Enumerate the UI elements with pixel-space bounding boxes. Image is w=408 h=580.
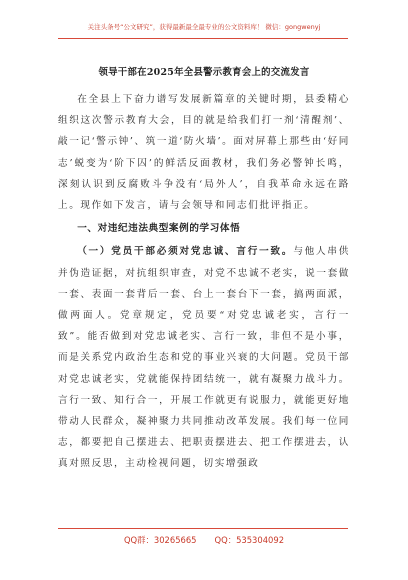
footer-contact xyxy=(0,534,408,546)
footer-divider xyxy=(58,528,348,529)
footer-qq-group: QQ群：30265665 xyxy=(123,535,197,545)
footer-qq-number: QQ：535304092 xyxy=(214,535,285,545)
subsection-heading-1: （一）党员干部必须对党忠诚、言行一致。 xyxy=(77,246,294,258)
document-title: 领导干部在2025年全县警示教育会上的交流发言 xyxy=(98,67,310,78)
header-banner: 关注头条号“公文研究”，获得最新最全最专业的公文资料库！ 微信：gongwenyj xyxy=(87,23,321,31)
subsection-paragraph-1 xyxy=(58,241,350,474)
section-heading-1: 一、对违纪违法典型案例的学习体悟 xyxy=(77,223,241,235)
intro-paragraph: 在全县上下奋力谱写发展新篇章的关键时期，县委精心组织这次警示教育大会，目的就是给我们打一剂‘清醒剂’、敲一记‘警示钟’、筑一道‘防火墙’。面对屏幕上那些由‘好同志’蜕变为‘阶下囚’的鲜活反面教材，我们务必警钟长鸣，深刻认识到反腐败斗争没有‘局外人’，自我革命永远在路上。现作如下发言，请与会领导和同志们批评指正。 xyxy=(58,94,350,212)
document-body xyxy=(58,66,350,475)
subsection-body-1: 与他人串供并伪造证据，对抗组织审查，对党不忠诚不老实，说一套做一套、表面一套背后一套、台上一套台下一套，搞两面派，做两面人。党章规定，党员要“对党忠诚老实，言行一致”。能否做到对党忠诚老实、言行一致，非但不是小事，而是关系党内政治生态和党的事业兴衰的大问题。党员干部对党忠诚老实，党就能保持团结统一，就有凝聚力战斗力。言行一致、知行合一，开展工作就更有说服力，就能更好地带动人民群众，凝神聚力共同推动改革发展。我们每一位同志，都要把自己摆进去、把职责摆进去、把工作摆进去，认真对照反思，主动检视问题，切实增强政 xyxy=(58,246,351,470)
header-divider xyxy=(58,38,348,39)
